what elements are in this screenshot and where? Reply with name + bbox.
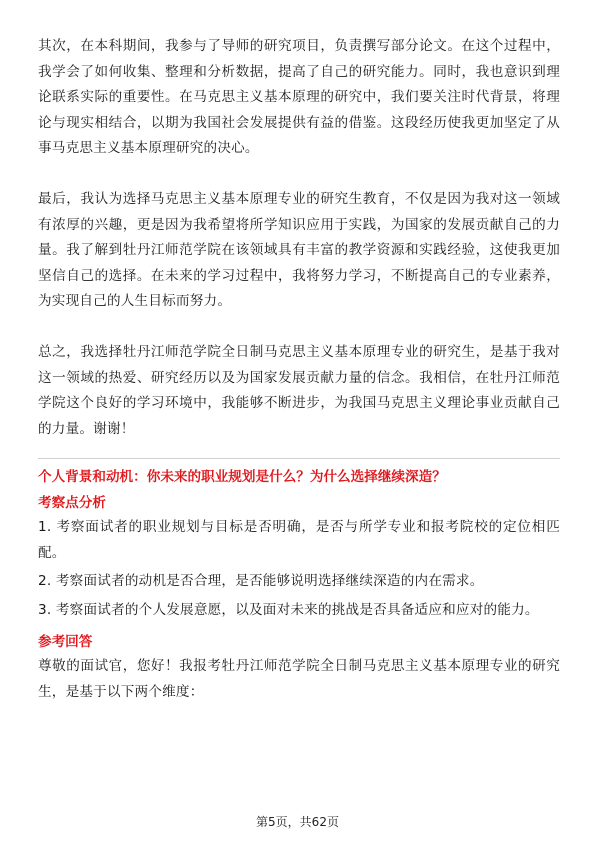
section-spacer — [38, 442, 560, 456]
body-paragraph-1: 其次，在本科期间，我参与了导师的研究项目，负责撰写部分论文。在这个过程中，我学会了如何收集、整理和分析数据，提高了自己的研究能力。同时，我也意识到理论联系实际的重要性。在马克思主义基本原理的研究中，我们要关注时代背景，将理论与现实相结合，以期为我国社会发展提供有益的借鉴。这段经历使我更加坚定了从事马克思主义基本原理研究的决心。 — [38, 38, 560, 157]
body-paragraph-3: 总之，我选择牡丹江师范学院全日制马克思主义基本原理专业的研究生，是基于我对这一领域的热爱、研究经历以及为国家发展贡献力量的信念。我相信，在牡丹江师范学院这个良好的学习环境中，我能够不断进步，为我国马克思主义理论事业贡献自己的力量。谢谢！ — [38, 343, 560, 437]
paragraph-spacer — [38, 315, 560, 340]
document-page — [38, 34, 560, 708]
section-divider — [38, 458, 560, 459]
paragraph-spacer — [38, 162, 560, 187]
interview-question: 个人背景和动机：你未来的职业规划是什么？为什么选择继续深造？ — [38, 469, 446, 486]
answer-text: 尊敬的面试官，您好！我报考牡丹江师范学院全日制马克思主义基本原理专业的研究生，是基于以下两个维度： — [38, 658, 560, 700]
analysis-item-1: 1. 考察面试者的职业规划与目标是否明确，是否与所学专业和报考院校的定位相匹配。 — [38, 518, 560, 561]
analysis-item-3: 3. 考察面试者的个人发展意愿，以及面对未来的挑战是否具备适应和应对的能力。 — [38, 601, 539, 618]
body-paragraph-2: 最后，我认为选择马克思主义基本原理专业的研究生教育，不仅是因为我对这一领域有浓厚的兴趣，更是因为我希望将所学知识应用于实践，为国家的发展贡献自己的力量。我了解到牡丹江师范学院在该领域具有丰富的教学资源和实践经验，这使我更加坚信自己的选择。在未来的学习过程中，我将努力学习，不断提高自己的专业素养，为实现自己的人生目标而努力。 — [38, 190, 560, 310]
analysis-heading: 考察点分析 — [38, 494, 106, 511]
answer-heading: 参考回答 — [38, 634, 93, 651]
analysis-item-2: 2. 考察面试者的动机是否合理，是否能够说明选择继续深造的内在需求。 — [38, 573, 484, 590]
page-number-footer: 第5页，共62页 — [256, 815, 339, 829]
